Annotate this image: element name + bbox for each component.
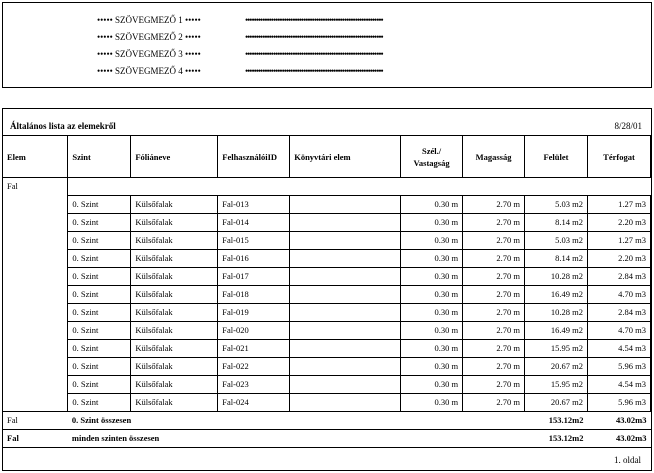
cell-konyvtar <box>290 393 401 411</box>
cell-felulet: 10.28 m2 <box>525 267 588 285</box>
cell-magassag: 2.70 m <box>463 267 525 285</box>
cell-felulet: 20.67 m2 <box>525 357 588 375</box>
report-title: Általános lista az elemekről <box>10 121 116 131</box>
cell-szint: 0. Szint <box>68 393 131 411</box>
cell-folia: Külsőfalak <box>131 303 218 321</box>
col-header-felulet: Felület <box>525 136 588 178</box>
subtotal-row <box>3 411 651 429</box>
cell-id: Fal-016 <box>218 249 290 267</box>
cell-felulet: 15.95 m2 <box>525 375 588 393</box>
total-elem: Fal <box>7 432 19 443</box>
cell-vastagsag: 0.30 m <box>401 303 463 321</box>
cell-terfogat: 2.84 m3 <box>587 267 650 285</box>
table-row <box>3 213 651 231</box>
cell-szint: 0. Szint <box>68 249 131 267</box>
cell-terfogat: 5.96 m3 <box>587 393 650 411</box>
header-field-value: •••••••••••••••••••••••••••••••••••••••••••••••••••••••••••••••• <box>245 32 383 42</box>
table-row <box>3 249 651 267</box>
subtotal-elem: Fal <box>7 414 18 425</box>
cell-felulet: 15.95 m2 <box>525 339 588 357</box>
cell-vastagsag: 0.30 m <box>401 393 463 411</box>
cell-szint: 0. Szint <box>68 195 131 213</box>
cell-magassag: 2.70 m <box>463 213 525 231</box>
cell-konyvtar <box>290 339 401 357</box>
cell-szint: 0. Szint <box>68 285 131 303</box>
row-elem-cell <box>3 249 68 267</box>
cell-terfogat: 4.54 m3 <box>587 339 650 357</box>
row-elem-cell <box>3 231 68 249</box>
cell-konyvtar <box>290 285 401 303</box>
cell-id: Fal-015 <box>218 231 290 249</box>
cell-terfogat: 5.96 m3 <box>587 357 650 375</box>
cell-terfogat: 2.84 m3 <box>587 303 650 321</box>
cell-folia: Külsőfalak <box>131 231 218 249</box>
cell-terfogat: 2.20 m3 <box>587 213 650 231</box>
cell-folia: Külsőfalak <box>131 321 218 339</box>
cell-magassag: 2.70 m <box>463 249 525 267</box>
cell-konyvtar <box>290 375 401 393</box>
total-terfogat: 43.02m3 <box>616 432 647 443</box>
cell-felulet: 8.14 m2 <box>525 249 588 267</box>
cell-terfogat: 1.27 m3 <box>587 195 650 213</box>
cell-vastagsag: 0.30 m <box>401 285 463 303</box>
cell-felulet: 5.03 m2 <box>525 195 588 213</box>
report-box <box>2 108 652 471</box>
col-header-magassag: Magasság <box>463 136 525 178</box>
cell-szint: 0. Szint <box>68 303 131 321</box>
row-elem-cell <box>3 303 68 321</box>
cell-szint: 0. Szint <box>68 339 131 357</box>
cell-id: Fal-018 <box>218 285 290 303</box>
header-field-value: •••••••••••••••••••••••••••••••••••••••••••••••••••••••••••••••• <box>245 66 383 76</box>
group-label: Fal <box>7 181 18 191</box>
cell-folia: Külsőfalak <box>131 267 218 285</box>
cell-vastagsag: 0.30 m <box>401 321 463 339</box>
row-elem-cell <box>3 321 68 339</box>
cell-szint: 0. Szint <box>68 321 131 339</box>
table-row <box>3 321 651 339</box>
cell-felulet: 10.28 m2 <box>525 303 588 321</box>
col-header-folianeve: Fóliáneve <box>131 136 218 178</box>
cell-konyvtar <box>290 303 401 321</box>
cell-folia: Külsőfalak <box>131 249 218 267</box>
cell-konyvtar <box>290 321 401 339</box>
cell-magassag: 2.70 m <box>463 393 525 411</box>
cell-id: Fal-019 <box>218 303 290 321</box>
cell-vastagsag: 0.30 m <box>401 213 463 231</box>
cell-magassag: 2.70 m <box>463 195 525 213</box>
report-date: 8/28/01 <box>614 121 642 131</box>
cell-terfogat: 2.20 m3 <box>587 249 650 267</box>
cell-szint: 0. Szint <box>68 213 131 231</box>
header-field-label: ••••• SZÖVEGMEZŐ 4 ••••• <box>97 66 201 76</box>
row-elem-cell <box>3 357 68 375</box>
table-row <box>3 375 651 393</box>
cell-vastagsag: 0.30 m <box>401 357 463 375</box>
cell-vastagsag: 0.30 m <box>401 267 463 285</box>
cell-konyvtar <box>290 213 401 231</box>
cell-szint: 0. Szint <box>68 375 131 393</box>
cell-id: Fal-021 <box>218 339 290 357</box>
element-list-table <box>3 135 651 448</box>
table-row <box>3 303 651 321</box>
table-row <box>3 267 651 285</box>
cell-felulet: 20.67 m2 <box>525 393 588 411</box>
cell-id: Fal-024 <box>218 393 290 411</box>
cell-magassag: 2.70 m <box>463 357 525 375</box>
cell-vastagsag: 0.30 m <box>401 249 463 267</box>
cell-vastagsag: 0.30 m <box>401 339 463 357</box>
row-elem-cell <box>3 285 68 303</box>
cell-konyvtar <box>290 357 401 375</box>
header-field-label: ••••• SZÖVEGMEZŐ 1 ••••• <box>97 15 201 25</box>
page-number: 1. oldal <box>614 455 641 465</box>
total-row <box>3 429 651 447</box>
row-elem-cell <box>3 213 68 231</box>
cell-vastagsag: 0.30 m <box>401 231 463 249</box>
table-row <box>3 195 651 213</box>
subtotal-terfogat: 43.02m3 <box>616 414 647 425</box>
total-label: minden szinten összesen <box>71 432 160 443</box>
cell-terfogat: 4.70 m3 <box>587 321 650 339</box>
cell-magassag: 2.70 m <box>463 375 525 393</box>
cell-folia: Külsőfalak <box>131 213 218 231</box>
col-header-terfogat: Térfogat <box>587 136 650 178</box>
cell-felulet: 16.49 m2 <box>525 321 588 339</box>
cell-id: Fal-020 <box>218 321 290 339</box>
cell-magassag: 2.70 m <box>463 285 525 303</box>
cell-folia: Külsőfalak <box>131 393 218 411</box>
cell-terfogat: 4.54 m3 <box>587 375 650 393</box>
cell-felulet: 5.03 m2 <box>525 231 588 249</box>
cell-id: Fal-022 <box>218 357 290 375</box>
cell-folia: Külsőfalak <box>131 339 218 357</box>
subtotal-label: 0. Szint összesen <box>71 414 132 425</box>
cell-szint: 0. Szint <box>68 231 131 249</box>
col-header-konyvtari-elem: Könyvtári elem <box>290 136 401 178</box>
cell-id: Fal-013 <box>218 195 290 213</box>
header-box <box>2 2 652 88</box>
row-elem-cell <box>3 375 68 393</box>
table-row <box>3 393 651 411</box>
table-row <box>3 285 651 303</box>
subtotal-felulet: 153.12m2 <box>548 414 584 425</box>
cell-id: Fal-014 <box>218 213 290 231</box>
cell-folia: Külsőfalak <box>131 357 218 375</box>
cell-terfogat: 4.70 m3 <box>587 285 650 303</box>
col-header-elem: Elem <box>7 151 26 162</box>
header-field-value: •••••••••••••••••••••••••••••••••••••••••••••••••••••••••••••••• <box>245 49 383 59</box>
cell-konyvtar <box>290 231 401 249</box>
cell-vastagsag: 0.30 m <box>401 195 463 213</box>
group-row <box>3 178 651 196</box>
cell-vastagsag: 0.30 m <box>401 375 463 393</box>
cell-magassag: 2.70 m <box>463 303 525 321</box>
cell-felulet: 16.49 m2 <box>525 285 588 303</box>
row-elem-cell <box>3 339 68 357</box>
cell-szint: 0. Szint <box>68 357 131 375</box>
col-header-szint: Szint <box>68 136 131 178</box>
cell-konyvtar <box>290 249 401 267</box>
total-felulet: 153.12m2 <box>548 432 584 443</box>
cell-folia: Külsőfalak <box>131 375 218 393</box>
cell-konyvtar <box>290 195 401 213</box>
cell-konyvtar <box>290 267 401 285</box>
row-elem-cell <box>3 393 68 411</box>
cell-magassag: 2.70 m <box>463 339 525 357</box>
col-header-vastagsag: Szél./ Vastagság <box>401 136 463 178</box>
header-field-label: ••••• SZÖVEGMEZŐ 3 ••••• <box>97 49 201 59</box>
table-row <box>3 231 651 249</box>
cell-id: Fal-023 <box>218 375 290 393</box>
row-elem-cell <box>3 267 68 285</box>
cell-szint: 0. Szint <box>68 267 131 285</box>
table-row <box>3 339 651 357</box>
table-row <box>3 357 651 375</box>
cell-magassag: 2.70 m <box>463 231 525 249</box>
cell-felulet: 8.14 m2 <box>525 213 588 231</box>
cell-folia: Külsőfalak <box>131 285 218 303</box>
row-elem-cell <box>3 195 68 213</box>
cell-id: Fal-017 <box>218 267 290 285</box>
cell-folia: Külsőfalak <box>131 195 218 213</box>
header-field-label: ••••• SZÖVEGMEZŐ 2 ••••• <box>97 32 201 42</box>
col-header-felhasznaloi-id: FelhasználóiID <box>218 136 290 178</box>
header-field-value: •••••••••••••••••••••••••••••••••••••••••••••••••••••••••••••••• <box>245 15 383 25</box>
cell-terfogat: 1.27 m3 <box>587 231 650 249</box>
cell-magassag: 2.70 m <box>463 321 525 339</box>
